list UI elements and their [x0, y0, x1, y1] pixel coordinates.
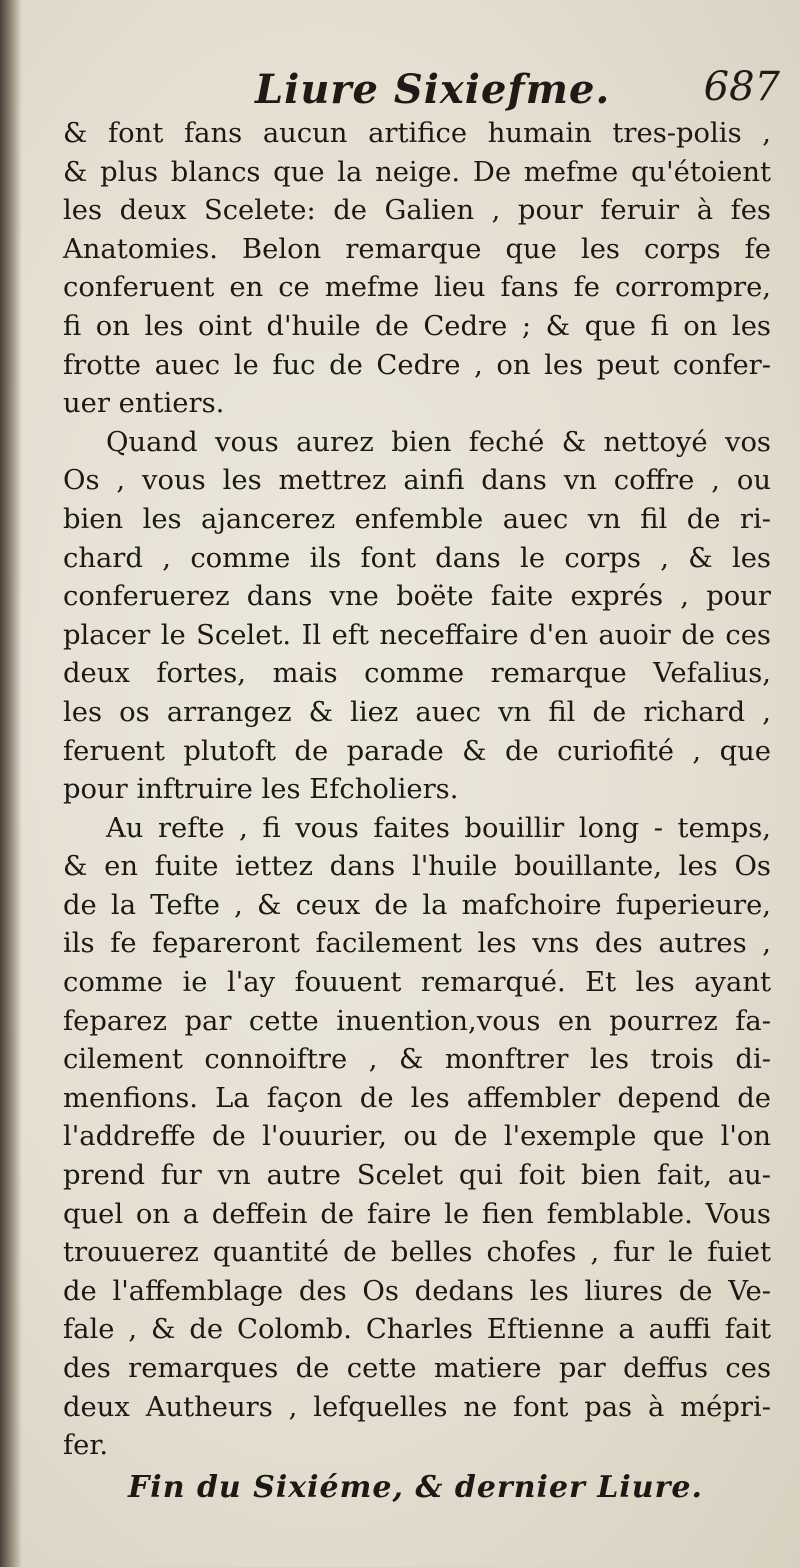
text-line: comme ie l'ay fouuent remarqué. Et les ayant — [63, 967, 771, 999]
text-line: de l'affemblage des Os dedans les liures de Ve- — [63, 1275, 771, 1307]
paragraph — [63, 810, 771, 1466]
text-line: prend fur vn autre Scelet qui foit bien fait, au- — [63, 1160, 771, 1192]
text-line: les deux Scelete: de Galien , pour feruir à fes — [63, 195, 771, 227]
text-line: deux Autheurs , lefquelles ne font pas à mépri- — [63, 1391, 771, 1423]
text-line: feruent plutoft de parade & de curiofité , que — [63, 735, 771, 767]
page-gutter-shadow — [0, 0, 22, 1567]
text-line: feparez par cette inuention,vous en pourrez fa- — [63, 1005, 771, 1037]
paragraph — [63, 424, 771, 810]
text-line: Au refte , fi vous faites bouillir long - temps, — [106, 812, 771, 844]
text-line: l'addreffe de l'ouurier, ou de l'exemple que l'on — [63, 1121, 771, 1153]
page-number: 687 — [703, 64, 780, 110]
text-line: chard , comme ils font dans le corps , & les — [63, 542, 771, 574]
text-line: fer. — [63, 1430, 109, 1462]
running-title: Liure Sixiefme. — [255, 66, 611, 113]
text-line: Quand vous aurez bien feché & nettoyé vos — [106, 426, 771, 458]
text-line: placer le Scelet. Il eft neceffaire d'en auoir de ces — [63, 619, 771, 651]
text-line: uer entiers. — [63, 388, 225, 420]
text-line: conferuerez dans vne boëte faite exprés , pour — [63, 581, 771, 613]
text-line: & plus blancs que la neige. De mefme qu'étoient — [63, 156, 771, 188]
text-line: pour inftruire les Efcholiers. — [63, 774, 459, 806]
text-line: de la Tefte , & ceux de la mafchoire fuperieure, — [63, 889, 771, 921]
text-line: bien les ajancerez enfemble auec vn fil de ri- — [63, 503, 771, 535]
text-line: ils fe fepareront facilement les vns des autres , — [63, 928, 771, 960]
text-line: frotte auec le fuc de Cedre , on les peut confer- — [63, 349, 771, 381]
book-explicit: Fin du Sixiéme, & dernier Liure. — [128, 1470, 703, 1505]
text-line: menfions. La façon de les affembler depend de — [63, 1082, 771, 1114]
text-line: fale , & de Colomb. Charles Eftienne a auffi fait — [63, 1314, 771, 1346]
paragraph — [63, 115, 771, 424]
text-line: fi on les oint d'huile de Cedre ; & que fi on les — [63, 310, 771, 342]
text-line: cilement connoiftre , & monftrer les trois di- — [63, 1044, 771, 1076]
text-line: & en fuite iettez dans l'huile bouillante, les Os — [63, 851, 771, 883]
text-line: conferuent en ce mefme lieu fans fe corrompre, — [63, 272, 771, 304]
body-text — [63, 115, 771, 1466]
text-line: deux fortes, mais comme remarque Vefalius, — [63, 658, 771, 690]
text-line: des remarques de cette matiere par deffus ces — [63, 1353, 771, 1384]
text-line: Anatomies. Belon remarque que les corps fe — [63, 233, 771, 265]
text-line: quel on a deffein de faire le fien femblable. Vous — [63, 1198, 771, 1230]
text-line: Os , vous les mettrez ainfi dans vn coffre , ou — [63, 465, 771, 497]
text-line: & font fans aucun artifice humain tres-polis , — [63, 118, 771, 149]
text-line: les os arrangez & liez auec vn fil de richard , — [63, 696, 771, 728]
page-header — [60, 58, 780, 118]
text-line: trouuerez quantité de belles chofes , fur le fuiet — [63, 1237, 771, 1269]
